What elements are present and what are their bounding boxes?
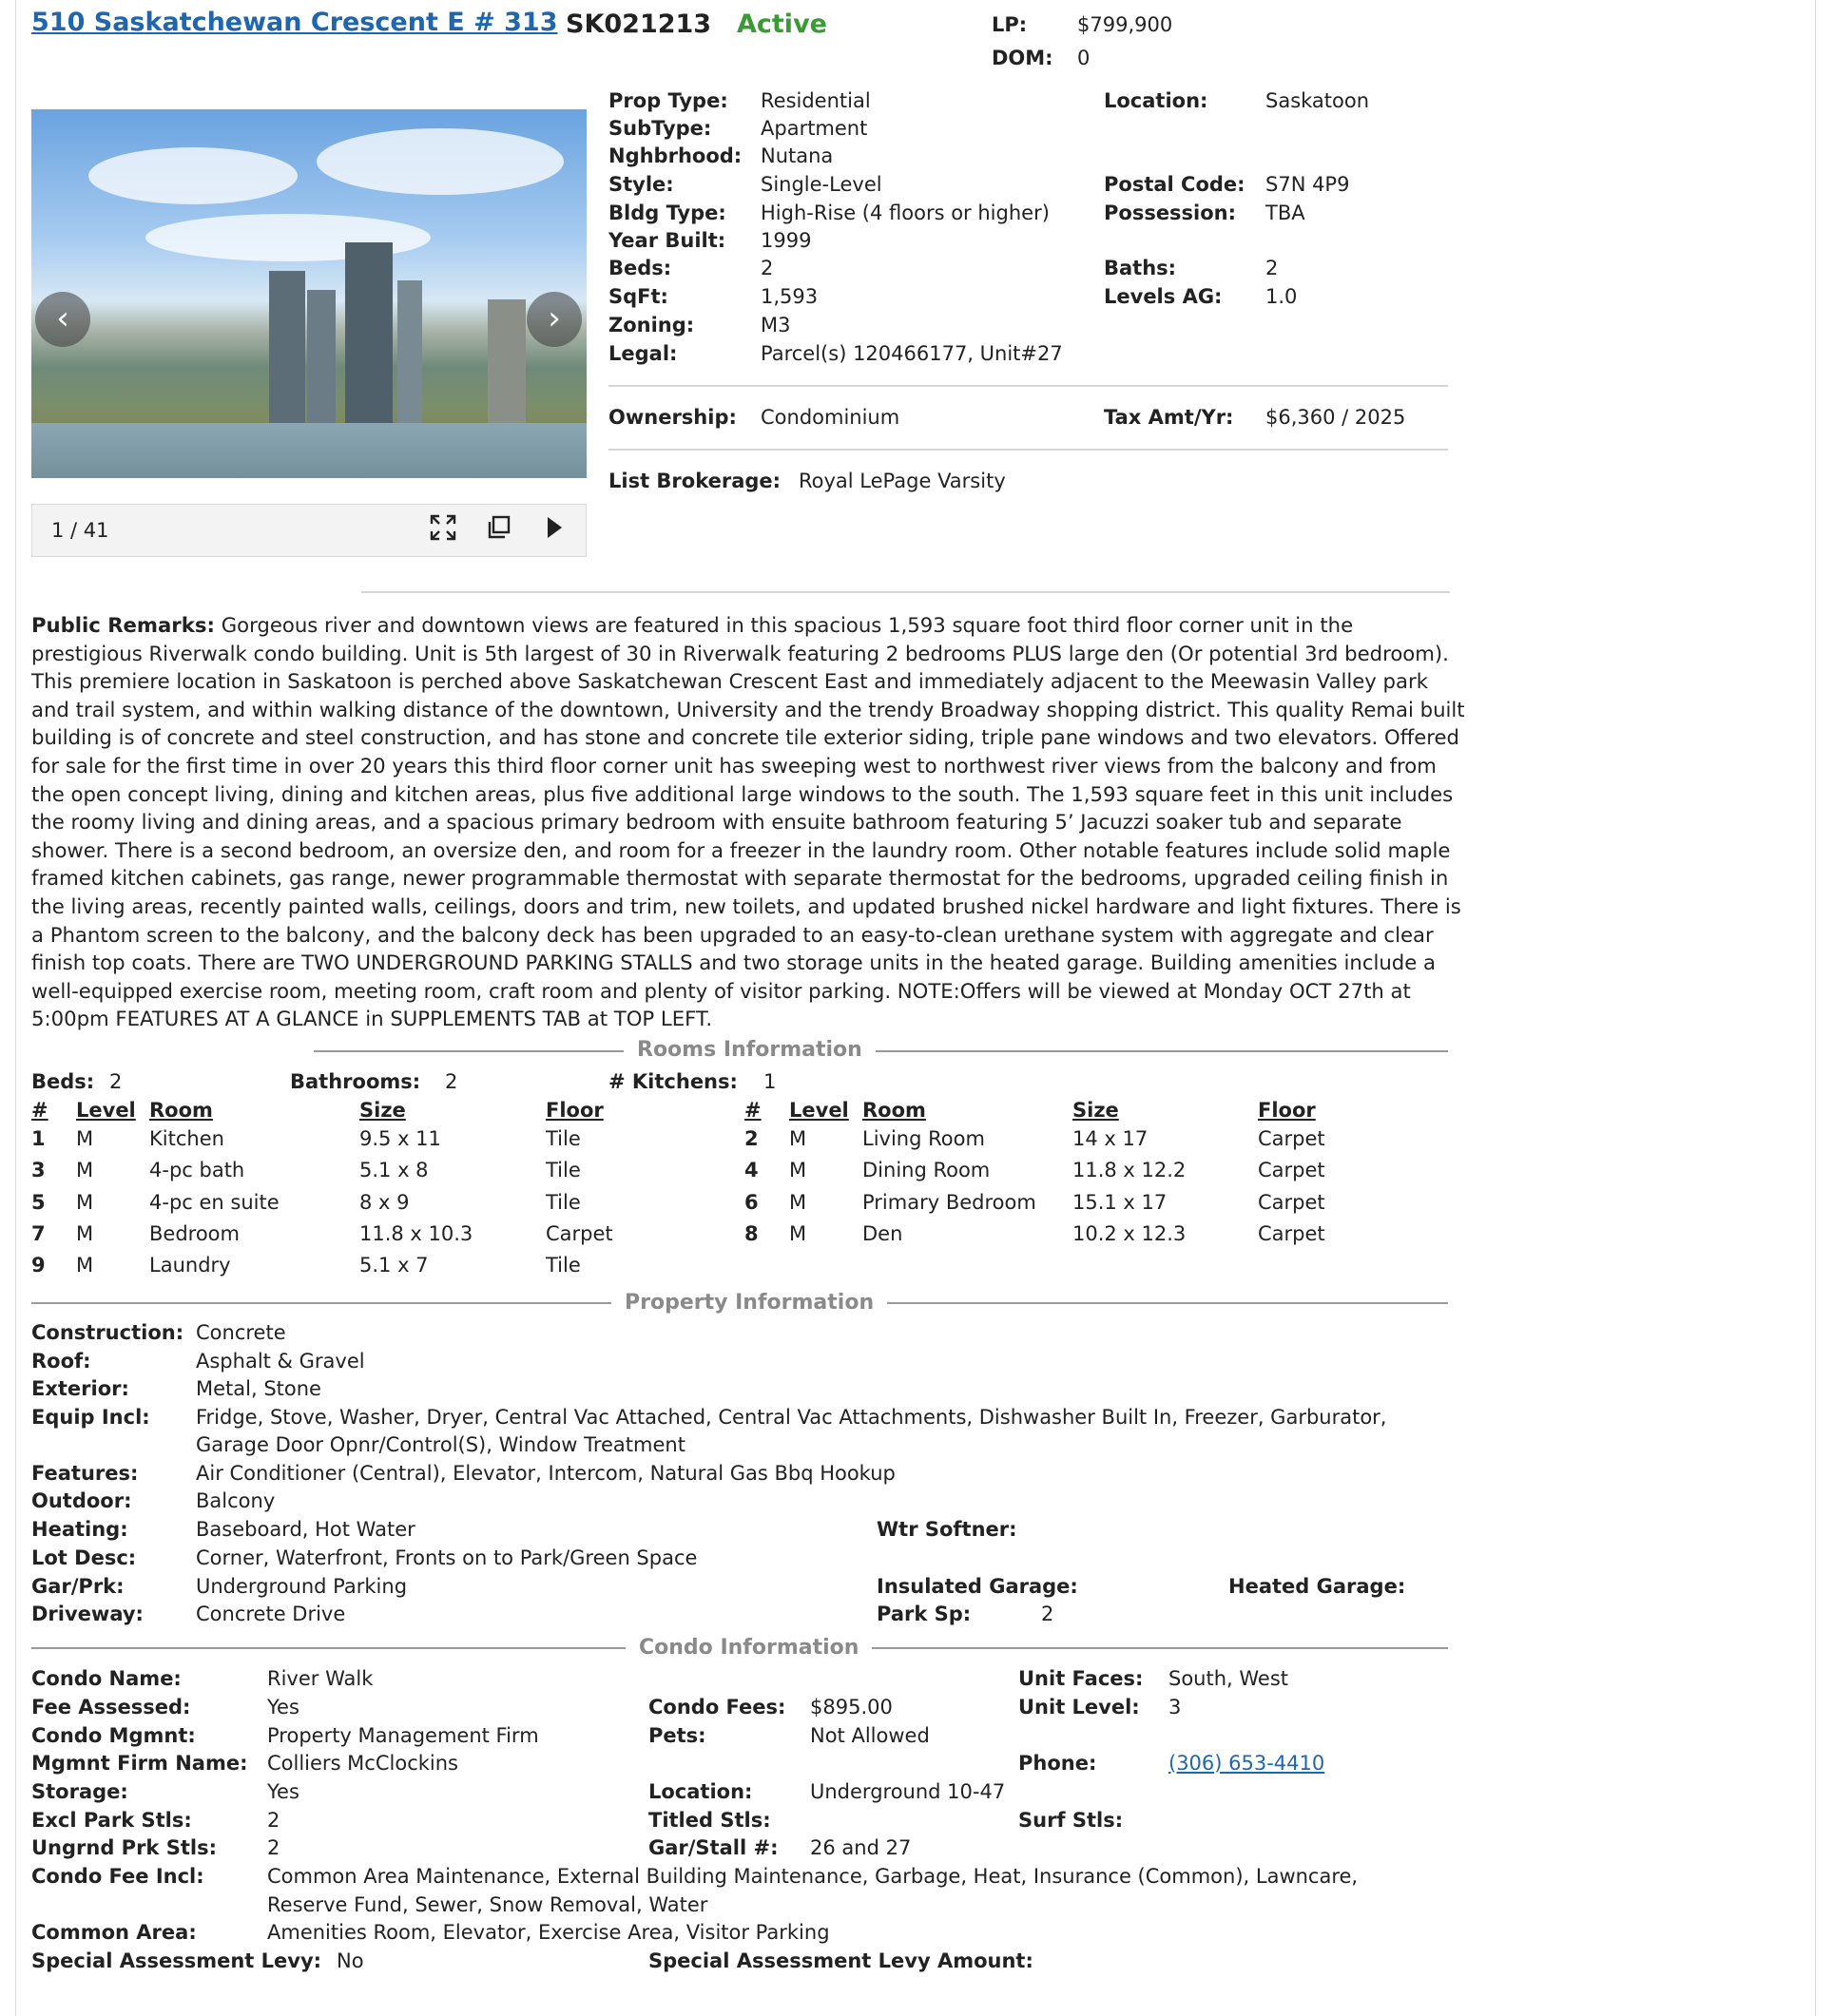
- condo-mgmnt-value: Property Management Firm: [267, 1724, 539, 1747]
- baths-value: 2: [1265, 257, 1279, 279]
- room-floor: Tile: [546, 1254, 581, 1277]
- special-levy-amount-label: Special Assessment Levy Amount:: [648, 1949, 1033, 1972]
- heating-label: Heating:: [31, 1518, 128, 1541]
- equip-incl-label: Equip Incl:: [31, 1406, 150, 1429]
- rooms-section-title: Rooms Information: [624, 1038, 876, 1062]
- zoning-label: Zoning:: [608, 314, 695, 336]
- beds-label: Beds:: [608, 257, 672, 279]
- room-floor: Carpet: [1258, 1191, 1325, 1214]
- levels-ag-label: Levels AG:: [1104, 285, 1223, 308]
- unit-level-value: 3: [1168, 1696, 1182, 1718]
- photo-counter: 1 / 41: [51, 519, 109, 542]
- room-size: 15.1 x 17: [1072, 1191, 1168, 1214]
- driveway-label: Driveway:: [31, 1603, 144, 1625]
- legal-label: Legal:: [608, 342, 678, 365]
- room-size: 9.5 x 11: [359, 1127, 441, 1150]
- sqft-value: 1,593: [761, 285, 819, 308]
- rooms-kitchens-value: 1: [763, 1070, 777, 1093]
- outdoor-label: Outdoor:: [31, 1489, 132, 1512]
- features-label: Features:: [31, 1462, 139, 1485]
- room-num: 3: [31, 1159, 46, 1181]
- features-value: Air Conditioner (Central), Elevator, Intercom, Natural Gas Bbq Hookup: [196, 1462, 896, 1485]
- brokerage-value: Royal LePage Varsity: [799, 470, 1006, 492]
- special-levy-label: Special Assessment Levy:: [31, 1949, 322, 1972]
- rooms-beds-value: 2: [109, 1070, 123, 1093]
- heating-value: Baseboard, Hot Water: [196, 1518, 415, 1541]
- exterior-value: Metal, Stone: [196, 1377, 321, 1400]
- rooms-baths-label: Bathrooms:: [290, 1070, 421, 1093]
- construction-value: Concrete: [196, 1321, 286, 1344]
- room-level: M: [76, 1127, 94, 1150]
- condo-fee-incl-value-cont: Reserve Fund, Sewer, Snow Removal, Water: [267, 1893, 708, 1916]
- lot-desc-value: Corner, Waterfront, Fronts on to Park/Green Space: [196, 1546, 698, 1569]
- condo-section-title: Condo Information: [626, 1636, 872, 1660]
- room-level: M: [76, 1191, 94, 1214]
- chevron-left-icon: ‹: [56, 299, 69, 337]
- room-name: Laundry: [149, 1254, 231, 1277]
- room-size: 5.1 x 8: [359, 1159, 429, 1181]
- park-sp-value: 2: [1041, 1603, 1054, 1625]
- gar-stall-label: Gar/Stall #:: [648, 1836, 779, 1859]
- gallery-button[interactable]: [487, 514, 512, 547]
- storage-value: Yes: [267, 1780, 299, 1803]
- room-level: M: [789, 1191, 807, 1214]
- outdoor-value: Balcony: [196, 1489, 276, 1512]
- sqft-label: SqFt:: [608, 285, 668, 308]
- room-num: 8: [744, 1222, 759, 1245]
- room-size: 11.8 x 10.3: [359, 1222, 473, 1245]
- possession-value: TBA: [1265, 202, 1305, 224]
- room-level: M: [789, 1127, 807, 1150]
- park-sp-label: Park Sp:: [877, 1603, 972, 1625]
- room-floor: Carpet: [546, 1222, 613, 1245]
- condo-fees-label: Condo Fees:: [648, 1696, 786, 1718]
- titled-stls-label: Titled Stls:: [648, 1809, 771, 1832]
- room-name: Den: [862, 1222, 903, 1245]
- phone-link[interactable]: (306) 653-4410: [1168, 1752, 1325, 1775]
- insulated-garage-label: Insulated Garage:: [877, 1575, 1078, 1598]
- style-value: Single-Level: [761, 173, 882, 196]
- photo-next-button[interactable]: [527, 292, 582, 347]
- possession-label: Possession:: [1104, 202, 1237, 224]
- construction-label: Construction:: [31, 1321, 184, 1344]
- room-name: Living Room: [862, 1127, 985, 1150]
- storage-location-value: Underground 10-47: [810, 1780, 1006, 1803]
- heated-garage-label: Heated Garage:: [1228, 1575, 1406, 1598]
- bldg-type-label: Bldg Type:: [608, 202, 726, 224]
- room-num: 1: [31, 1127, 46, 1150]
- tax-value: $6,360 / 2025: [1265, 406, 1406, 429]
- room-name: Kitchen: [149, 1127, 224, 1150]
- room-level: M: [76, 1159, 94, 1181]
- surf-stls-label: Surf Stls:: [1018, 1809, 1124, 1832]
- condo-name-label: Condo Name:: [31, 1667, 182, 1690]
- special-levy-value: No: [337, 1949, 364, 1972]
- year-built-value: 1999: [761, 229, 812, 252]
- section-divider: [314, 1050, 1448, 1052]
- common-area-value: Amenities Room, Elevator, Exercise Area, Visitor Parking: [267, 1921, 830, 1944]
- condo-fee-incl-value: Common Area Maintenance, External Building Maintenance, Garbage, Heat, Insurance (Common), Lawncare,: [267, 1865, 1359, 1888]
- col-header-size: Size: [1072, 1099, 1119, 1122]
- property-section-title: Property Information: [611, 1291, 887, 1315]
- excl-park-stls-value: 2: [267, 1809, 280, 1832]
- exterior-label: Exterior:: [31, 1377, 129, 1400]
- roof-label: Roof:: [31, 1350, 91, 1373]
- prop-type-label: Prop Type:: [608, 89, 728, 112]
- bldg-type-value: High-Rise (4 floors or higher): [761, 202, 1050, 224]
- ownership-label: Ownership:: [608, 406, 737, 429]
- listing-photo[interactable]: [31, 109, 587, 478]
- ownership-value: Condominium: [761, 406, 900, 429]
- year-built-label: Year Built:: [608, 229, 726, 252]
- room-level: M: [76, 1222, 94, 1245]
- status-badge: Active: [737, 10, 827, 39]
- zoning-value: M3: [761, 314, 791, 336]
- postal-code-label: Postal Code:: [1104, 173, 1245, 196]
- photo-viewer-toolbar: [31, 504, 587, 557]
- room-size: 10.2 x 12.3: [1072, 1222, 1187, 1245]
- driveway-value: Concrete Drive: [196, 1603, 346, 1625]
- equip-incl-value-cont: Garage Door Opnr/Control(S), Window Treatment: [196, 1433, 685, 1456]
- slideshow-play-button[interactable]: [544, 514, 565, 547]
- public-remarks-text: Gorgeous river and downtown views are featured in this spacious 1,593 square foot third floor corner unit in the prestigious Riverwalk condo building. Unit is 5th largest of 30 in Riverwalk featuring 2 bedrooms PLUS large den (Or potential 3rd bedroom). This premiere location in Saskatoon is perched above Saskatchewan Crescent East and immediately adjacent to the Meewasin Valley park and trail system, and within walking distance of the downtown, University and the trendy Broadway shopping district. This quality Remai built building is of concrete and steel construction, and has stone and concrete tile exterior siding, triple pane windows and two elevators. Offered for sale for the first time in over 20 years this third floor corner unit has sweeping west to northwest river views from the balcony and from the open concept living, dining and kitchen areas, plus five additional large windows to the south. The 1,593 square feet in this unit includes the roomy living and dining areas, and a spacious primary bedroom with ensuite bathroom featuring 5’ Jacuzzi soaker tub and separate shower. There is a second bedroom, an oversize den, and room for a freezer in the laundry room. Other notable features include solid maple framed kitchen cabinets, gas range, newer programmable thermostat with separate thermostat for the bedrooms, upgraded ceiling finish in the living areas, recently painted walls, ceilings, doors and trim, new toilets, and updated brushed nickel hardware and light fixtures. There is a Phantom screen to the balcony, and the balcony deck has been upgraded to an easy-to-clean urethane system with aggregate and clear finish top coats. There are TWO UNDERGROUND PARKING STALLS and two storage units in the heated garage. Building amenities include a well-equipped exercise room, meeting room, craft room and plenty of visitor parking. NOTE:Offers will be viewed at Monday OCT 27th at 5:00pm FEATURES AT A GLANCE in SUPPLEMENTS TAB at TOP LEFT.: [31, 613, 1465, 1031]
- col-header-room: Room: [149, 1099, 213, 1122]
- chevron-right-icon: ›: [548, 299, 561, 337]
- room-floor: Carpet: [1258, 1159, 1325, 1181]
- legal-value: Parcel(s) 120466177, Unit#27: [761, 342, 1063, 365]
- col-header-level: Level: [76, 1099, 136, 1122]
- gar-prk-label: Gar/Prk:: [31, 1575, 125, 1598]
- storage-location-label: Location:: [648, 1780, 753, 1803]
- ungrnd-prk-stls-value: 2: [267, 1836, 280, 1859]
- col-header-room: Room: [862, 1099, 926, 1122]
- room-num: 4: [744, 1159, 759, 1181]
- rooms-kitchens-label: # Kitchens:: [608, 1070, 738, 1093]
- mgmnt-firm-label: Mgmnt Firm Name:: [31, 1752, 248, 1775]
- room-floor: Tile: [546, 1159, 581, 1181]
- room-num: 6: [744, 1191, 759, 1214]
- expand-icon: [430, 514, 456, 541]
- unit-level-label: Unit Level:: [1018, 1696, 1140, 1718]
- condo-fees-value: $895.00: [810, 1696, 893, 1718]
- rooms-baths-value: 2: [445, 1070, 458, 1093]
- col-header-num: #: [31, 1099, 48, 1122]
- tax-label: Tax Amt/Yr:: [1104, 406, 1234, 429]
- pets-value: Not Allowed: [810, 1724, 930, 1747]
- storage-label: Storage:: [31, 1780, 128, 1803]
- subtype-label: SubType:: [608, 117, 712, 140]
- baths-label: Baths:: [1104, 257, 1177, 279]
- divider: [361, 591, 1450, 593]
- mls-number: SK021213: [566, 10, 712, 39]
- divider: [608, 385, 1448, 387]
- col-header-level: Level: [789, 1099, 849, 1122]
- room-floor: Carpet: [1258, 1127, 1325, 1150]
- room-floor: Tile: [546, 1191, 581, 1214]
- room-level: M: [76, 1254, 94, 1277]
- postal-code-value: S7N 4P9: [1265, 173, 1350, 196]
- subtype-value: Apartment: [761, 117, 868, 140]
- location-label: Location:: [1104, 89, 1208, 112]
- mgmnt-firm-value: Colliers McClockins: [267, 1752, 458, 1775]
- condo-fee-incl-label: Condo Fee Incl:: [31, 1865, 204, 1888]
- ungrnd-prk-stls-label: Ungrnd Prk Stls:: [31, 1836, 217, 1859]
- col-header-size: Size: [359, 1099, 406, 1122]
- unit-faces-value: South, West: [1168, 1667, 1289, 1690]
- equip-incl-value: Fridge, Stove, Washer, Dryer, Central Vac Attached, Central Vac Attachments, Dishwasher Built In, Freezer, Garburator,: [196, 1406, 1387, 1429]
- room-size: 5.1 x 7: [359, 1254, 429, 1277]
- fee-assessed-value: Yes: [267, 1696, 299, 1718]
- levels-ag-value: 1.0: [1265, 285, 1298, 308]
- condo-name-value: River Walk: [267, 1667, 374, 1690]
- fullscreen-button[interactable]: [430, 514, 456, 547]
- col-header-floor: Floor: [546, 1099, 604, 1122]
- fee-assessed-label: Fee Assessed:: [31, 1696, 191, 1718]
- room-num: 5: [31, 1191, 46, 1214]
- listing-address-link[interactable]: 510 Saskatchewan Crescent E # 313: [31, 8, 558, 37]
- public-remarks-label: Public Remarks:: [31, 613, 215, 637]
- public-remarks: [31, 611, 1467, 1033]
- room-name: 4-pc bath: [149, 1159, 245, 1181]
- col-header-floor: Floor: [1258, 1099, 1316, 1122]
- room-size: 11.8 x 12.2: [1072, 1159, 1187, 1181]
- unit-faces-label: Unit Faces:: [1018, 1667, 1144, 1690]
- prop-type-value: Residential: [761, 89, 871, 112]
- beds-value: 2: [761, 257, 774, 279]
- col-header-num: #: [744, 1099, 762, 1122]
- roof-value: Asphalt & Gravel: [196, 1350, 365, 1373]
- room-size: 8 x 9: [359, 1191, 410, 1214]
- location-value: Saskatoon: [1265, 89, 1370, 112]
- room-num: 7: [31, 1222, 46, 1245]
- room-floor: Tile: [546, 1127, 581, 1150]
- room-level: M: [789, 1222, 807, 1245]
- room-name: 4-pc en suite: [149, 1191, 280, 1214]
- excl-park-stls-label: Excl Park Stls:: [31, 1809, 192, 1832]
- pets-label: Pets:: [648, 1724, 706, 1747]
- photo-prev-button[interactable]: [35, 292, 90, 347]
- room-size: 14 x 17: [1072, 1127, 1149, 1150]
- gar-prk-value: Underground Parking: [196, 1575, 408, 1598]
- lp-value: $799,900: [1077, 13, 1173, 36]
- nghbrhood-value: Nutana: [761, 144, 834, 167]
- copy-icon: [487, 514, 512, 541]
- lp-label: LP:: [992, 13, 1028, 36]
- room-name: Dining Room: [862, 1159, 991, 1181]
- play-icon: [544, 514, 565, 541]
- divider: [608, 449, 1448, 451]
- brokerage-label: List Brokerage:: [608, 470, 782, 492]
- rooms-beds-label: Beds:: [31, 1070, 95, 1093]
- phone-label: Phone:: [1018, 1752, 1097, 1775]
- nghbrhood-label: Nghbrhood:: [608, 144, 743, 167]
- gar-stall-value: 26 and 27: [810, 1836, 912, 1859]
- dom-value: 0: [1077, 47, 1091, 69]
- common-area-label: Common Area:: [31, 1921, 197, 1944]
- wtr-softner-label: Wtr Softner:: [877, 1518, 1017, 1541]
- condo-mgmnt-label: Condo Mgmnt:: [31, 1724, 196, 1747]
- room-level: M: [789, 1159, 807, 1181]
- dom-label: DOM:: [992, 47, 1053, 69]
- room-name: Bedroom: [149, 1222, 240, 1245]
- room-num: 9: [31, 1254, 46, 1277]
- lot-desc-label: Lot Desc:: [31, 1546, 137, 1569]
- room-floor: Carpet: [1258, 1222, 1325, 1245]
- room-num: 2: [744, 1127, 759, 1150]
- style-label: Style:: [608, 173, 674, 196]
- room-name: Primary Bedroom: [862, 1191, 1036, 1214]
